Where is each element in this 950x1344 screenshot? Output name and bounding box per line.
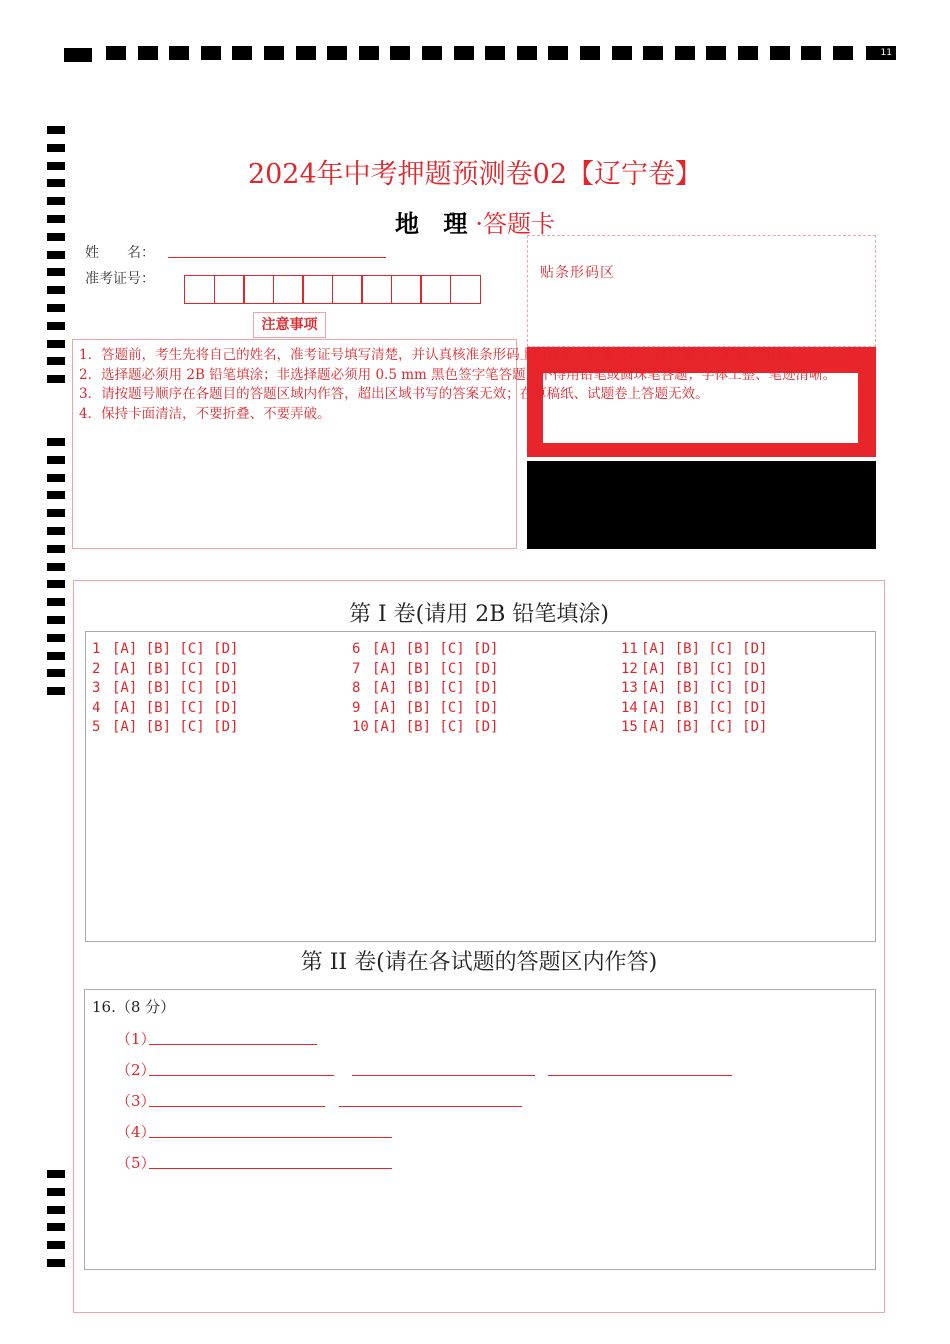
part-3-answer-line-b[interactable]: [339, 1106, 522, 1107]
side-timing-mark: [47, 527, 65, 535]
mc-question-number: 15: [621, 719, 638, 736]
mc-options[interactable]: [A] [B] [C] [D]: [112, 719, 239, 736]
mc-question-number: 4: [92, 699, 101, 716]
mc-question-number: 11: [621, 641, 638, 657]
mc-options[interactable]: [A] [B] [C] [D]: [641, 719, 768, 736]
section-2-title: 第 II 卷(请在各试题的答题区内作答): [300, 950, 658, 975]
side-timing-mark: [47, 340, 65, 348]
top-timing-marks: [64, 44, 896, 62]
mc-options[interactable]: [A] [B] [C] [D]: [641, 660, 768, 677]
side-timing-mark: [47, 144, 65, 152]
mc-question-row[interactable]: [92, 640, 238, 660]
mc-question-number: 7: [352, 660, 361, 677]
mc-column: [621, 640, 767, 738]
exam-digit-box[interactable]: [243, 275, 274, 304]
part-2-label: （2）: [116, 1061, 156, 1079]
side-timing-mark: [47, 598, 65, 606]
timing-mark: [801, 46, 821, 60]
timing-mark: [169, 46, 189, 60]
side-timing-mark: [47, 1206, 65, 1214]
mc-question-number: 1: [92, 641, 101, 657]
mc-options[interactable]: [A] [B] [C] [D]: [641, 699, 768, 716]
part-5-label: （5）: [116, 1154, 156, 1172]
mc-question-number: 3: [92, 680, 101, 697]
side-timing-mark: [47, 251, 65, 259]
side-timing-mark: [47, 268, 65, 276]
exam-digit-box[interactable]: [420, 275, 451, 304]
mc-options[interactable]: [A] [B] [C] [D]: [112, 660, 239, 677]
timing-mark: [296, 46, 316, 60]
mc-question-row[interactable]: [352, 660, 498, 680]
subject-name: 地 理: [395, 209, 476, 238]
side-timing-mark: [47, 652, 65, 660]
side-timing-mark: [47, 1188, 65, 1196]
notice-item: 4．保持卡面清洁，不要折叠、不要弄破。: [79, 405, 331, 422]
side-timing-mark: [47, 456, 65, 464]
mc-options[interactable]: [A] [B] [C] [D]: [112, 641, 239, 657]
mc-question-number: 2: [92, 660, 101, 677]
part-2-answer-line-b[interactable]: [352, 1075, 535, 1076]
mc-question-row[interactable]: [352, 640, 498, 660]
mc-question-row[interactable]: [352, 699, 498, 719]
barcode-label: 贴条形码区: [540, 265, 615, 281]
side-timing-mark: [47, 1170, 65, 1178]
side-timing-mark: [47, 1241, 65, 1249]
timing-mark: [422, 46, 442, 60]
timing-mark: [770, 46, 790, 60]
mc-question-row[interactable]: [92, 679, 238, 699]
timing-mark: [548, 46, 568, 60]
part-2-answer-line-c[interactable]: [548, 1075, 732, 1076]
part-3-label: （3）: [116, 1092, 156, 1110]
mc-options[interactable]: [A] [B] [C] [D]: [372, 660, 499, 677]
side-timing-mark: [47, 438, 65, 446]
part-5-answer-line[interactable]: [149, 1168, 392, 1169]
name-label: 姓 名：: [85, 245, 155, 261]
timing-mark: [106, 46, 126, 60]
exam-digit-box[interactable]: [332, 275, 363, 304]
exam-number-boxes[interactable]: [184, 275, 479, 304]
timing-mark: [517, 46, 537, 60]
timing-mark: [580, 46, 600, 60]
side-timing-mark: [47, 634, 65, 642]
exam-digit-box[interactable]: [391, 275, 422, 304]
timing-mark: [264, 46, 284, 60]
part-1-answer-line[interactable]: [149, 1044, 317, 1045]
exam-digit-box[interactable]: [361, 275, 392, 304]
exam-number-label: 准考证号：: [85, 271, 155, 287]
answer-card-label: ·答题卡: [475, 210, 555, 238]
mc-question-number: 10: [352, 719, 369, 736]
section-1-title: 第 I 卷(请用 2B 铅笔填涂): [349, 602, 609, 627]
mc-options[interactable]: [A] [B] [C] [D]: [112, 699, 239, 716]
timing-mark: [390, 46, 410, 60]
question-16-box: [84, 989, 876, 1270]
mc-column: [92, 640, 238, 738]
side-timing-mark: [47, 375, 65, 383]
mc-options[interactable]: [A] [B] [C] [D]: [372, 680, 499, 697]
mc-question-row[interactable]: [92, 660, 238, 680]
notice-item: 1．答题前，考生先将自己的姓名，准考证号填写清楚，并认真核准条形码上的姓名、准考证号，在规定位置贴好条形码。: [79, 347, 804, 363]
mc-question-row[interactable]: [352, 679, 498, 699]
side-timing-mark: [47, 474, 65, 482]
mc-question-number: 14: [621, 699, 638, 716]
side-timing-mark: [47, 563, 65, 571]
mc-question-number: 13: [621, 680, 638, 697]
timing-mark: [706, 46, 726, 60]
mc-options[interactable]: [A] [B] [C] [D]: [372, 699, 499, 716]
page-title: 2024年中考押题预测卷02【辽宁卷】: [247, 159, 703, 190]
notice-item: 2．选择题必须用 2B 铅笔填涂；非选择题必须用 0.5 mm 黑色签字笔答题，不得用铅笔或圆珠笔答题；字体工整、笔迹清晰。: [79, 366, 837, 383]
side-timing-mark: [47, 616, 65, 624]
timing-mark: [64, 48, 92, 62]
exam-digit-box[interactable]: [273, 275, 304, 304]
mc-column: [352, 640, 498, 738]
timing-mark: [643, 46, 663, 60]
side-timing-mark: [47, 669, 65, 677]
exam-digit-box[interactable]: [184, 275, 215, 304]
side-timing-mark: [47, 509, 65, 517]
timing-mark: [232, 46, 252, 60]
side-timing-mark: [47, 304, 65, 312]
mc-question-number: 9: [352, 699, 361, 716]
timing-mark: [454, 46, 474, 60]
side-timing-mark: [47, 286, 65, 294]
notice-list: [79, 346, 836, 424]
side-timing-mark: [47, 580, 65, 588]
mc-question-number: 5: [92, 719, 101, 736]
mc-question-row[interactable]: [621, 640, 767, 660]
timing-mark: [327, 46, 347, 60]
side-timing-mark: [47, 687, 65, 695]
page-number: 11: [880, 48, 892, 58]
mc-question-row[interactable]: [621, 679, 767, 699]
mc-question-number: 8: [352, 680, 361, 697]
timing-mark: [359, 46, 379, 60]
name-field[interactable]: [168, 257, 386, 258]
timing-mark: [485, 46, 505, 60]
barcode-area: [527, 235, 876, 347]
mc-options[interactable]: [A] [B] [C] [D]: [641, 680, 768, 697]
side-timing-mark: [47, 491, 65, 499]
side-timing-mark: [47, 357, 65, 365]
part-1-label: （1）: [116, 1030, 156, 1048]
notice-item: 3．请按题号顺序在各题目的答题区域内作答，超出区域书写的答案无效；在草稿纸、试题卷上答题无效。: [79, 386, 709, 402]
exam-digit-box[interactable]: [450, 275, 481, 304]
timing-mark: [201, 46, 221, 60]
mc-options[interactable]: [A] [B] [C] [D]: [112, 680, 239, 697]
timing-mark: [738, 46, 758, 60]
side-timing-mark: [47, 545, 65, 553]
timing-mark: [138, 46, 158, 60]
subject-heading: [0, 204, 950, 239]
timing-mark: [675, 46, 695, 60]
mc-question-row[interactable]: [621, 660, 767, 680]
mc-options[interactable]: [A] [B] [C] [D]: [372, 719, 499, 736]
mc-question-number: 12: [621, 660, 638, 677]
mc-question-row[interactable]: [92, 699, 238, 719]
mc-question-row[interactable]: [92, 718, 238, 738]
mc-question-row[interactable]: [621, 699, 767, 719]
timing-mark: [612, 46, 632, 60]
part-4-label: （4）: [116, 1123, 156, 1141]
timing-mark: [833, 46, 853, 60]
mc-options[interactable]: [A] [B] [C] [D]: [372, 641, 499, 657]
side-timing-mark: [47, 1259, 65, 1267]
side-timing-mark: [47, 126, 65, 134]
black-redaction-block: [527, 461, 876, 549]
part-3-answer-line-a[interactable]: [149, 1106, 325, 1107]
notice-title: 注意事项: [253, 312, 326, 338]
mc-question-row[interactable]: [621, 718, 767, 738]
mc-question-row[interactable]: [352, 718, 498, 738]
side-timing-mark: [47, 1223, 65, 1231]
mc-options[interactable]: [A] [B] [C] [D]: [641, 641, 768, 657]
exam-digit-box[interactable]: [214, 275, 245, 304]
part-4-answer-line[interactable]: [149, 1137, 392, 1138]
exam-digit-box[interactable]: [302, 275, 333, 304]
mc-question-number: 6: [352, 641, 361, 657]
question-16-heading: 16.（8 分）: [92, 998, 176, 1016]
part-2-answer-line-a[interactable]: [149, 1075, 334, 1076]
side-timing-mark: [47, 322, 65, 330]
